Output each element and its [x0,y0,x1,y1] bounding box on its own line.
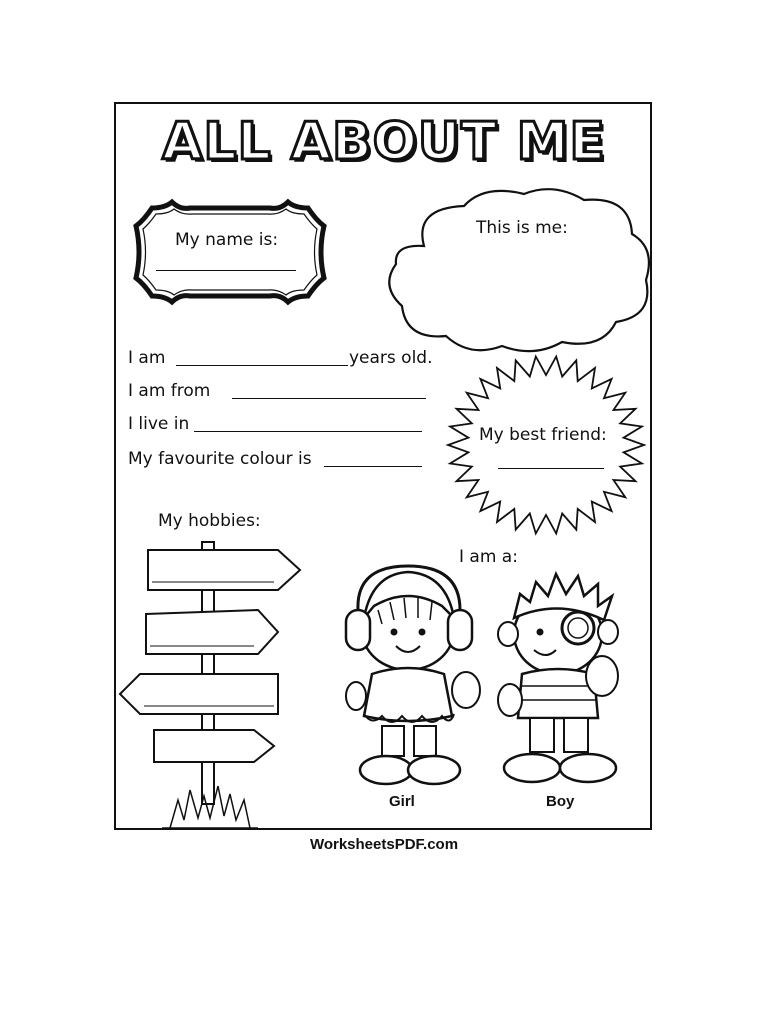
worksheet-title: ALL ABOUT ME [162,112,606,172]
from-label: I am from [128,381,211,401]
boy-label: Boy [546,793,575,810]
name-line[interactable] [156,270,296,271]
name-frame-icon [130,198,330,306]
from-line[interactable] [232,398,426,399]
hobbies-label: My hobbies: [158,511,261,531]
girl-icon[interactable] [342,566,488,788]
best-friend-line[interactable] [498,468,604,469]
colour-label: My favourite colour is [128,449,312,469]
photo-label: This is me: [476,218,568,238]
cloud-photo-frame-icon [384,186,654,358]
age-prefix: I am [128,348,166,368]
age-suffix: years old. [349,348,433,368]
footer-site: WorksheetsPDF.com [309,836,459,853]
colour-line[interactable] [324,466,422,467]
signpost-icon[interactable] [118,538,304,830]
girl-label: Girl [389,793,415,810]
starburst-frame-icon [446,354,646,536]
live-label: I live in [128,414,190,434]
best-friend-label: My best friend: [479,425,607,445]
age-line[interactable] [176,365,348,366]
iam-label: I am a: [459,547,518,567]
live-line[interactable] [194,431,422,432]
boy-icon[interactable] [494,566,636,788]
name-label: My name is: [175,230,279,250]
starburst-shape [448,357,644,534]
